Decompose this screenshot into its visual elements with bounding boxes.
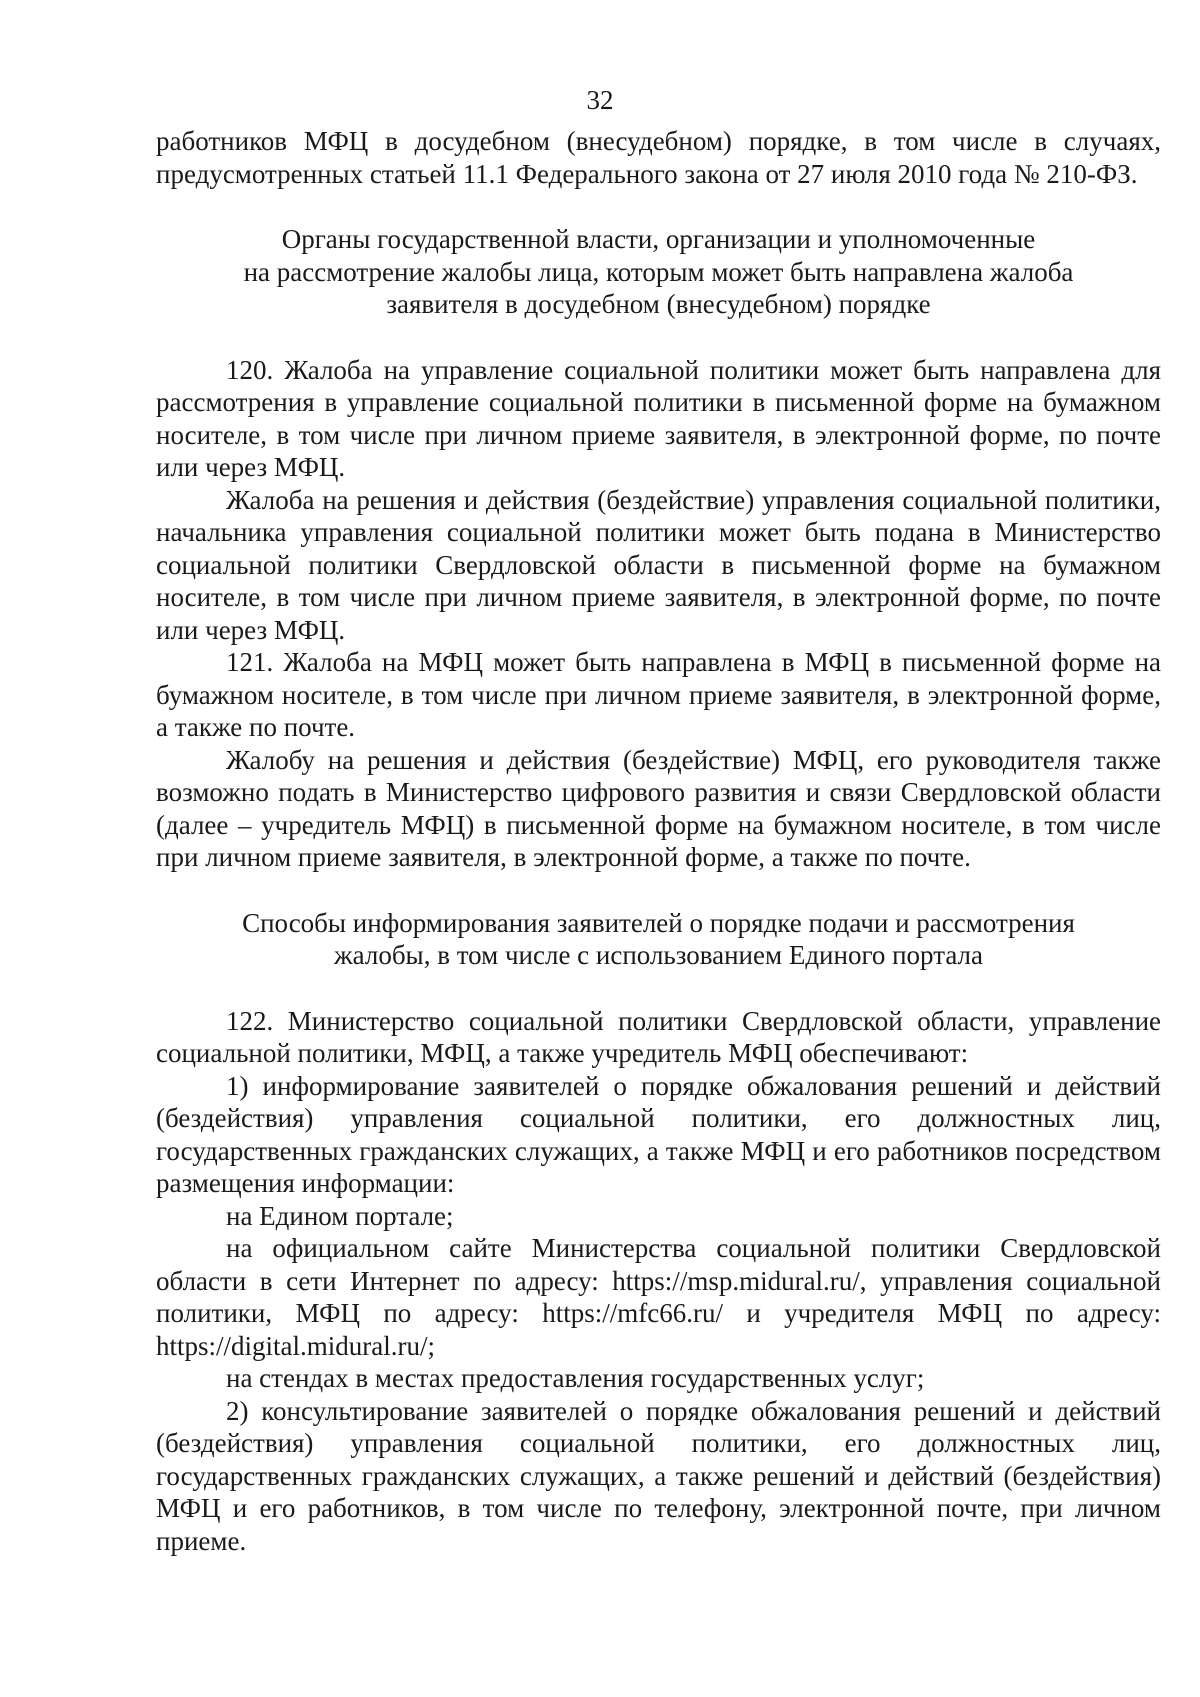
heading-line: Органы государственной власти, организации и уполномоченные (281, 224, 1036, 254)
heading-line: заявителя в досудебном (внесудебном) порядке (386, 289, 931, 319)
intro-paragraph: работников МФЦ в досудебном (внесудебном) порядке, в том числе в случаях, предусмотренных статьей 11.1 Федерального закона от 27 июля 2010 года № 210-ФЗ. (156, 126, 1161, 189)
paragraph-122-item-1: 1) информирование заявителей о порядке обжалования решений и действий (бездействия) управления социальной политики, его должностных лиц, государственных гражданских служащих, а также МФЦ и его работников посредством размещения информации: (156, 1070, 1161, 1198)
paragraph-122-item-1-stands: на стендах в местах предоставления государственных услуг; (226, 1363, 925, 1393)
heading-line: Способы информирования заявителей о порядке подачи и рассмотрения (242, 907, 1075, 938)
document-body (156, 125, 1161, 1557)
heading-line: на рассмотрение жалобы лица, которым может быть направлена жалоба (243, 256, 1074, 287)
paragraph-121: 121. Жалоба на МФЦ может быть направлена в МФЦ в письменной форме на бумажном носителе, в том числе при личном приеме заявителя, в электронной форме, а также по почте. (156, 647, 1161, 742)
page-number: 32 (586, 85, 614, 115)
section-heading-informing-methods (156, 907, 1161, 972)
paragraph-120: 120. Жалоба на управление социальной политики может быть направлена для рассмотрения в управление социальной политики в письменной форме на бумажном носителе, в том числе при личном приеме заявителя, в электронной форме, по почте или через МФЦ. (156, 354, 1161, 482)
paragraph-120-continued: Жалоба на решения и действия (бездействие) управления социальной политики, начальника управления социальной политики может быть подана в Министерство социальной политики Свердловской области в письменной форме на бумажном носителе, в том числе при личном приеме заявителя, в электронной форме, по почте или через МФЦ. (156, 484, 1161, 645)
paragraph-122-item-2: 2) консультирование заявителей о порядке обжалования решений и действий (бездействия) управления социальной политики, его должностных лиц, государственных гражданских служащих, а также решений и действий (бездействия) МФЦ и его работников, в том числе по телефону, электронной почте, при личном приеме. (156, 1395, 1161, 1556)
paragraph-121-continued: Жалобу на решения и действия (бездействие) МФЦ, его руководителя также возможно подать в Министерство цифрового развития и связи Свердловской области (далее – учредитель МФЦ) в письменной форме на бумажном носителе, в том числе при личном приеме заявителя, в электронной форме, а также по почте. (156, 744, 1161, 872)
paragraph-122: 122. Министерство социальной политики Свердловской области, управление социальной политики, МФЦ, а также учредитель МФЦ обеспечивают: (156, 1005, 1161, 1068)
heading-line: жалобы, в том числе с использованием Единого портала (333, 940, 984, 970)
paragraph-122-item-1-websites: на официальном сайте Министерства социальной политики Свердловской области в сети Интернет по адресу: https://msp.midural.ru/, управления социальной политики, МФЦ по адресу: https://mfc66.ru/ и учредителя МФЦ по адресу: https://digital.midural.ru/; (156, 1233, 1161, 1361)
section-heading-complaint-bodies (156, 223, 1161, 321)
paragraph-122-item-1-portal: на Едином портале; (226, 1200, 454, 1231)
